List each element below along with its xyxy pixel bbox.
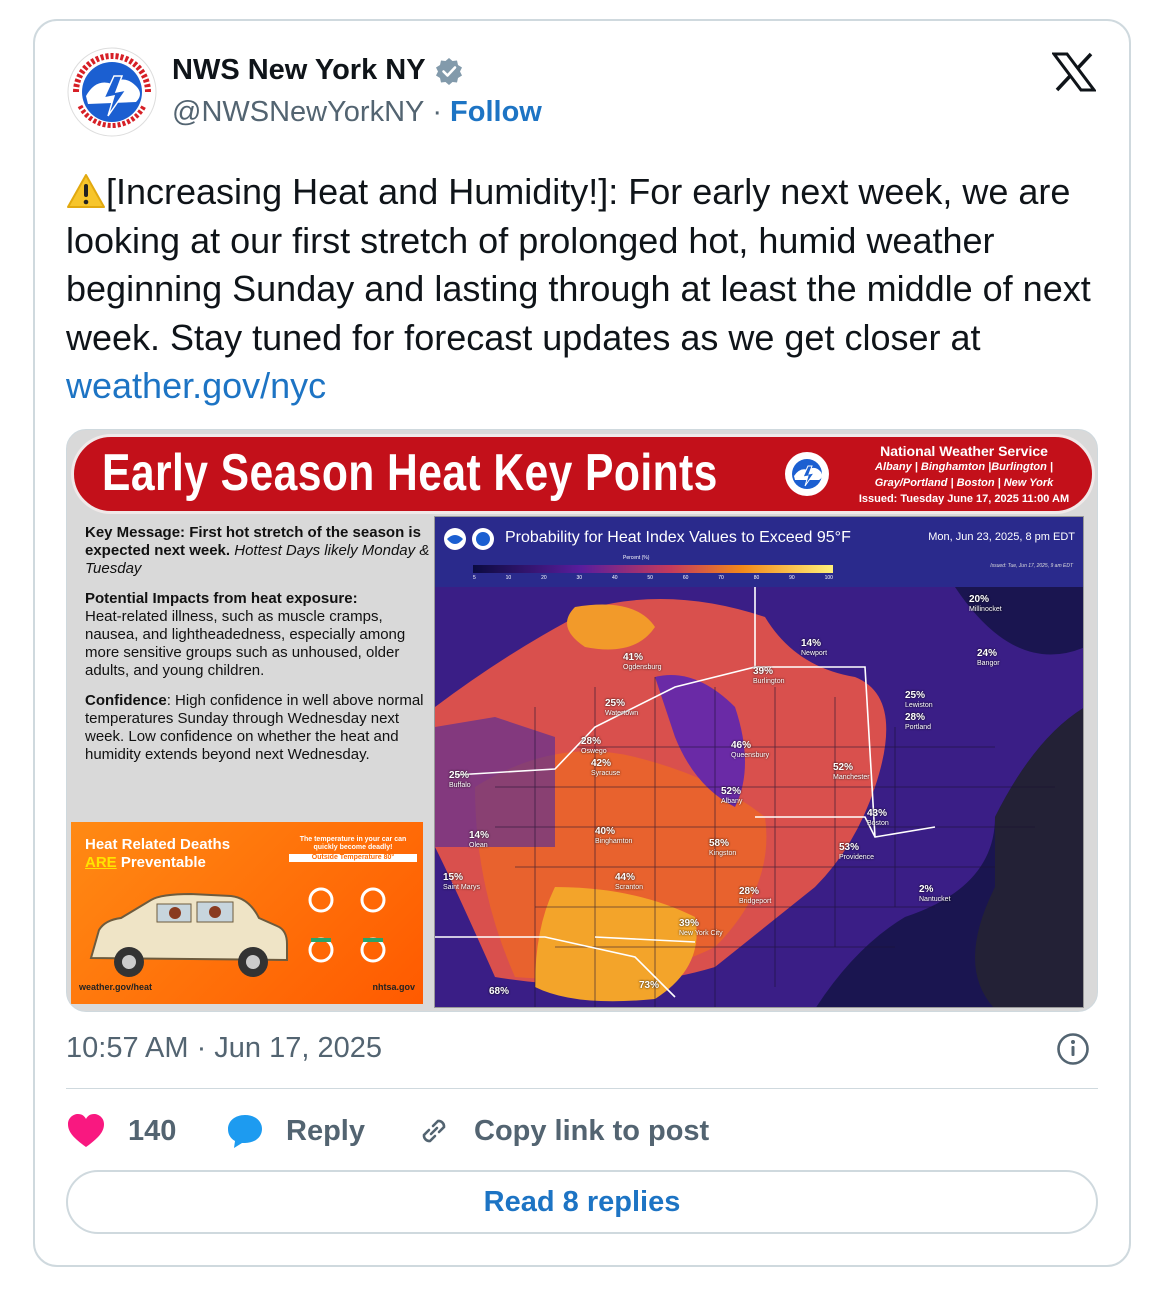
map-label-millinocket: 20% Millinocket [969, 594, 1002, 613]
confidence-label: Confidence [85, 692, 167, 709]
nws-logo-icon[interactable] [66, 46, 158, 138]
link-icon [416, 1113, 452, 1149]
map-label-nantucket: 2% Nantucket [919, 884, 951, 903]
copy-link-button[interactable] [416, 1113, 709, 1149]
poster-sub-text: The temperature in your car can quickly become deadly! [299, 836, 407, 851]
info-icon[interactable] [1056, 1032, 1090, 1066]
author-handle[interactable]: @NWSNewYorkNY [172, 96, 425, 128]
x-logo-icon[interactable] [1052, 52, 1096, 92]
heat-banner [71, 434, 1095, 514]
map-date: Mon, Jun 23, 2025, 8 pm EDT [928, 531, 1075, 543]
tweet-image[interactable] [66, 429, 1098, 1012]
poster-title-1: Heat Related Deaths [85, 836, 231, 853]
read-replies-button[interactable]: Read 8 replies [66, 1170, 1098, 1234]
map-tick: 30 [576, 575, 583, 581]
map-label-nyc: 39% New York City [679, 918, 723, 937]
verified-badge-icon [434, 56, 464, 86]
separator-dot: · [432, 96, 443, 128]
map-tick: 100 [824, 575, 833, 581]
author-name[interactable]: NWS New York NY [172, 54, 426, 86]
map-tick: 60 [682, 575, 689, 581]
map-label-burlington: 39% Burlington [753, 666, 785, 685]
follow-button[interactable]: Follow [450, 96, 542, 128]
map-label-portland: 28% Portland [905, 712, 932, 731]
map-color-scale [473, 565, 833, 573]
like-count: 140 [128, 1114, 177, 1147]
key-message-days: Hottest Days likely Monday & Tuesday [85, 542, 430, 577]
map-label-scranton: 44% Scranton [615, 872, 644, 891]
map-tick: 40 [611, 575, 618, 581]
banner-org: National Weather Service [880, 443, 1048, 459]
tweet-body: [Increasing Heat and Humidity!]: For early next week, we are looking at our first stretch of prolonged hot, humid weather beginning Sunday and lasting through at least the middle of next week. Stay tuned for forecast updates as we get closer at [66, 171, 1091, 358]
nws-banner-logo-icon [784, 451, 830, 497]
reply-button[interactable] [226, 1113, 416, 1149]
impacts-title: Potential Impacts from heat exposure: [85, 590, 358, 607]
reply-bubble-icon [226, 1113, 264, 1149]
key-points-panel [85, 524, 430, 776]
tweet-text [66, 168, 1106, 411]
map-tick: 90 [789, 575, 795, 581]
map-label-manchester: 52% Manchester [833, 762, 870, 781]
car-illustration-icon [81, 878, 421, 988]
map-label-68: 68% [489, 986, 510, 997]
poster-sub [289, 836, 417, 862]
map-label-lewiston: 25% Lewiston [905, 690, 933, 709]
poster-footer-left: weather.gov/heat [79, 982, 153, 992]
banner-offices-1: Albany | Binghamton |Burlington | [875, 461, 1053, 473]
banner-title: Early Season Heat Key Points [102, 444, 718, 502]
map-ticks [473, 575, 833, 581]
heat-probability-map [434, 516, 1084, 1008]
map-tick: 80 [753, 575, 760, 581]
map-label-buffalo: 25% Buffalo [449, 770, 471, 789]
map-tick: 5 [473, 575, 476, 581]
noaa-nws-logos-icon [443, 527, 499, 551]
impacts-text: Heat-related illness, such as muscle cramps, nausea, and lightheadedness, especially among more sensitive groups such as unhoused, older adults, and young children. [85, 608, 406, 679]
author-name-row [172, 54, 464, 87]
heat-deaths-poster [71, 822, 423, 1004]
author-handle-row [172, 96, 542, 129]
banner-info [844, 443, 1084, 507]
map-label-binghamton: 40% Binghamton [595, 826, 633, 845]
poster-outside: Outside Temperature 80° [289, 854, 417, 862]
confidence-text: : High confidence in well above normal temperatures Sunday through Wednesday next week. Low confidence on whether the heat and humidity extends beyond next Wednesday. [85, 692, 424, 763]
action-bar [66, 1110, 709, 1152]
map-tick: 20 [541, 575, 547, 581]
warning-icon [66, 173, 106, 209]
poster-are: ARE [85, 854, 117, 871]
poster-footer-right: nhtsa.gov [372, 982, 415, 992]
poster-footer [79, 982, 415, 992]
map-tick: 70 [718, 575, 724, 581]
map-label-73: 73% [639, 980, 660, 991]
map-label-providence: 53% Providence [839, 842, 875, 861]
map-label-oswego: 28% Oswego [581, 736, 607, 755]
map-scale-label: Percent (%) [623, 555, 650, 561]
map-issued: Issued: Tue, Jun 17, 2025, 9 am EDT [990, 563, 1073, 569]
map-title: Probability for Heat Index Values to Exceed 95°F [505, 529, 851, 546]
map-tick: 10 [505, 575, 512, 581]
poster-title-2: Preventable [116, 854, 206, 871]
banner-offices-2: Gray/Portland | Boston | New York [874, 477, 1054, 489]
heart-icon [66, 1113, 106, 1149]
map-label-watertown: 25% Watertown [605, 698, 639, 717]
map-label-albany: 52% Albany [721, 786, 743, 805]
divider [66, 1088, 1098, 1089]
copy-link-label: Copy link to post [474, 1114, 710, 1147]
map-label-syracuse: 42% Syracuse [591, 758, 621, 777]
poster-title [85, 836, 230, 872]
map-label-newport: 14% Newport [801, 638, 828, 657]
map-label-olean: 14% Olean [469, 830, 490, 849]
like-button[interactable] [66, 1113, 226, 1149]
map-label-ogdensburg: 41% Ogdensburg [623, 652, 662, 671]
reply-label: Reply [286, 1114, 365, 1147]
map-label-kingston: 58% Kingston [709, 838, 737, 857]
map-label-boston: 43% Boston [867, 808, 889, 827]
map-label-bangor: 24% Bangor [977, 648, 1000, 667]
key-message: Key Message: First hot stretch of the season is expected next week. [85, 524, 421, 559]
map-label-bridgeport: 28% Bridgeport [739, 886, 772, 905]
tweet-timestamp[interactable]: 10:57 AM · Jun 17, 2025 [66, 1032, 382, 1064]
map-tick: 50 [647, 575, 653, 581]
banner-issued: Issued: Tuesday June 17, 2025 11:00 AM [858, 493, 1070, 505]
weather-link[interactable]: weather.gov/nyc [66, 365, 327, 406]
map-label-queensbury: 46% Queensbury [731, 740, 770, 759]
map-label-saint-marys: 15% Saint Marys [443, 872, 480, 891]
map-header [435, 517, 1084, 587]
